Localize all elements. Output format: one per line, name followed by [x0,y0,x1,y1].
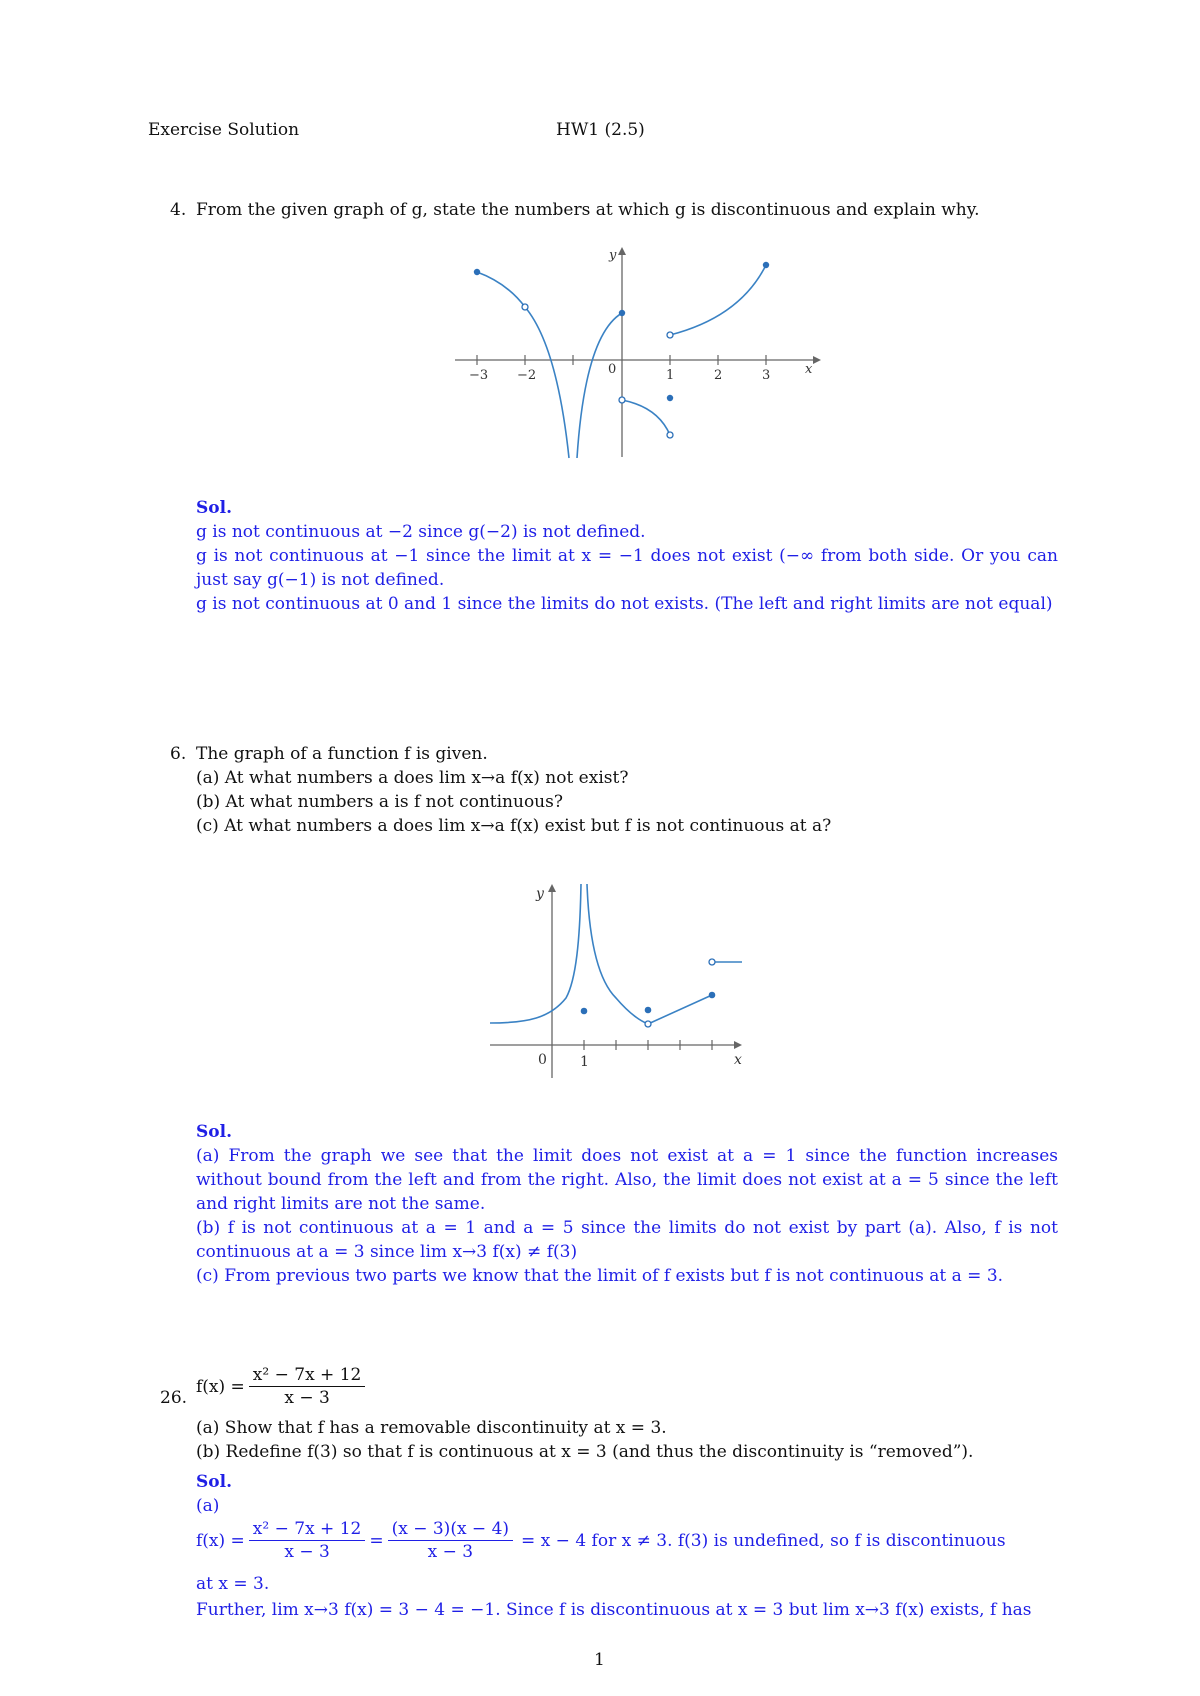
q26-sol-further: Further, lim x→3 f(x) = 3 − 4 = −1. Since f is discontinuous at x = 3 but lim x→3 f(x) exists, f has [196,1600,1032,1620]
header-center: HW1 (2.5) [556,120,645,140]
q4-point-open [619,397,625,403]
q26-function [196,1364,369,1409]
q6-part-a: (a) At what numbers a does lim x→a f(x) not exist? [196,768,629,788]
q4-x-arrow [813,356,821,364]
q6-point-filled [581,1008,588,1015]
q6-number: 6. [170,744,187,764]
q6-x-label: x [734,1052,742,1068]
q4-curve-left [477,272,525,307]
q6-curve-right [587,884,648,1024]
q6-tick-0: 0 [538,1052,547,1068]
q4-point-filled [474,269,480,275]
q26-sol-frac1-num: x² − 7x + 12 [249,1518,366,1541]
q6-point-open [645,1021,651,1027]
q6-solution [196,1120,1058,1288]
q4-curve-mid [622,400,670,435]
q6-sol-line-a: (a) From the graph we see that the limit does not exist at a = 1 since the function increases without bound from the left and from the right. Also, the limit does not exist at a = 5 since the left and right limits are not the same. [196,1146,1058,1214]
q26-sol-frac1-den: x − 3 [284,1542,330,1562]
q6-tick-1: 1 [580,1054,589,1070]
q4-point-filled [667,395,673,401]
q26-sol-frac2-num: (x − 3)(x − 4) [388,1518,513,1541]
q26-sol-a-label: (a) [196,1496,220,1516]
q4-y-arrow [618,247,626,255]
q4-curve-right [670,265,766,335]
q4-point-open [522,304,528,310]
q26-sol-eq-rest: = x − 4 for x ≠ 3. f(3) is undefined, so f is discontinuous [521,1530,1006,1551]
q4-point-open [667,332,673,338]
q4-sol-line-2: g is not continuous at −1 since the limit at x = −1 does not exist (−∞ from both side. Or you can just say g(−1) is not defined. [196,546,1058,590]
q4-sol-line-1: g is not continuous at −2 since g(−2) is not defined. [196,522,646,542]
q4-curve-asym-right [577,313,622,458]
q4-number: 4. [170,200,187,220]
q4-point-filled [619,310,625,316]
q26-fraction [249,1364,366,1409]
q26-sol-equation [196,1518,1006,1563]
q6-prompt: The graph of a function f is given. [196,744,488,764]
q6-line-segment [648,995,712,1024]
q4-tick-2: 2 [714,368,723,383]
q6-y-arrow [548,884,556,892]
q4-solution [196,496,1058,616]
q26-part-a: (a) Show that f has a removable discontinuity at x = 3. [196,1418,667,1438]
q26-sol-eq-mid: = [369,1530,384,1551]
q6-sol-line-c: (c) From previous two parts we know that the limit of f exists but f is not continuous at a = 3. [196,1266,1004,1286]
q6-sol-line-b: (b) f is not continuous at a = 1 and a = 5 since the limits do not exist by part (a). Also, f is not continuous at a = 3 since lim x→3 f(x) ≠ f(3) [196,1218,1058,1262]
q26-sol-title: Sol. [196,1472,232,1492]
q6-graph [488,880,748,1080]
q26-number: 26. [160,1388,188,1408]
q26-f-numerator: x² − 7x + 12 [249,1364,366,1387]
q6-curve-left [490,884,581,1023]
q4-tick-neg3: −3 [469,368,489,383]
q6-point-open [709,959,715,965]
q4-tick-3: 3 [762,368,771,383]
q26-f-lhs: f(x) = [196,1376,245,1397]
q26-sol-eq-cont: at x = 3. [196,1574,270,1594]
q26-f-denominator: x − 3 [284,1388,330,1408]
q4-sol-line-3: g is not continuous at 0 and 1 since the limits do not exists. (The left and right limits are not equal) [196,594,1053,614]
q26-sol-fraction-2 [388,1518,513,1563]
q26-sol-frac2-den: x − 3 [427,1542,474,1562]
q26-part-b: (b) Redefine f(3) so that f is continuous at x = 3 (and thus the discontinuity is “removed”). [196,1442,974,1462]
q6-sol-title: Sol. [196,1122,232,1142]
q26-sol-eq-lhs: f(x) = [196,1530,245,1551]
q6-part-b: (b) At what numbers a is f not continuous? [196,792,563,812]
q4-tick-0: 0 [608,362,617,377]
q4-tick-neg2: −2 [517,368,537,383]
q6-part-c: (c) At what numbers a does lim x→a f(x) exist but f is not continuous at a? [196,816,832,836]
q4-graph [445,245,825,460]
q4-point-open [667,432,673,438]
q4-point-filled [763,262,769,268]
q4-y-label: y [609,248,617,263]
q6-point-filled [645,1007,652,1014]
q6-point-filled [709,992,716,999]
q4-prompt: From the given graph of g, state the numbers at which g is discontinuous and explain why. [196,200,980,220]
q4-x-label: x [805,362,813,377]
q6-y-label: y [536,886,544,902]
q4-tick-1: 1 [666,368,675,383]
q4-sol-title: Sol. [196,498,232,518]
q26-sol-fraction-1 [249,1518,366,1563]
header-left: Exercise Solution [148,120,300,140]
q6-x-arrow [734,1041,742,1049]
page-number: 1 [594,1650,605,1670]
